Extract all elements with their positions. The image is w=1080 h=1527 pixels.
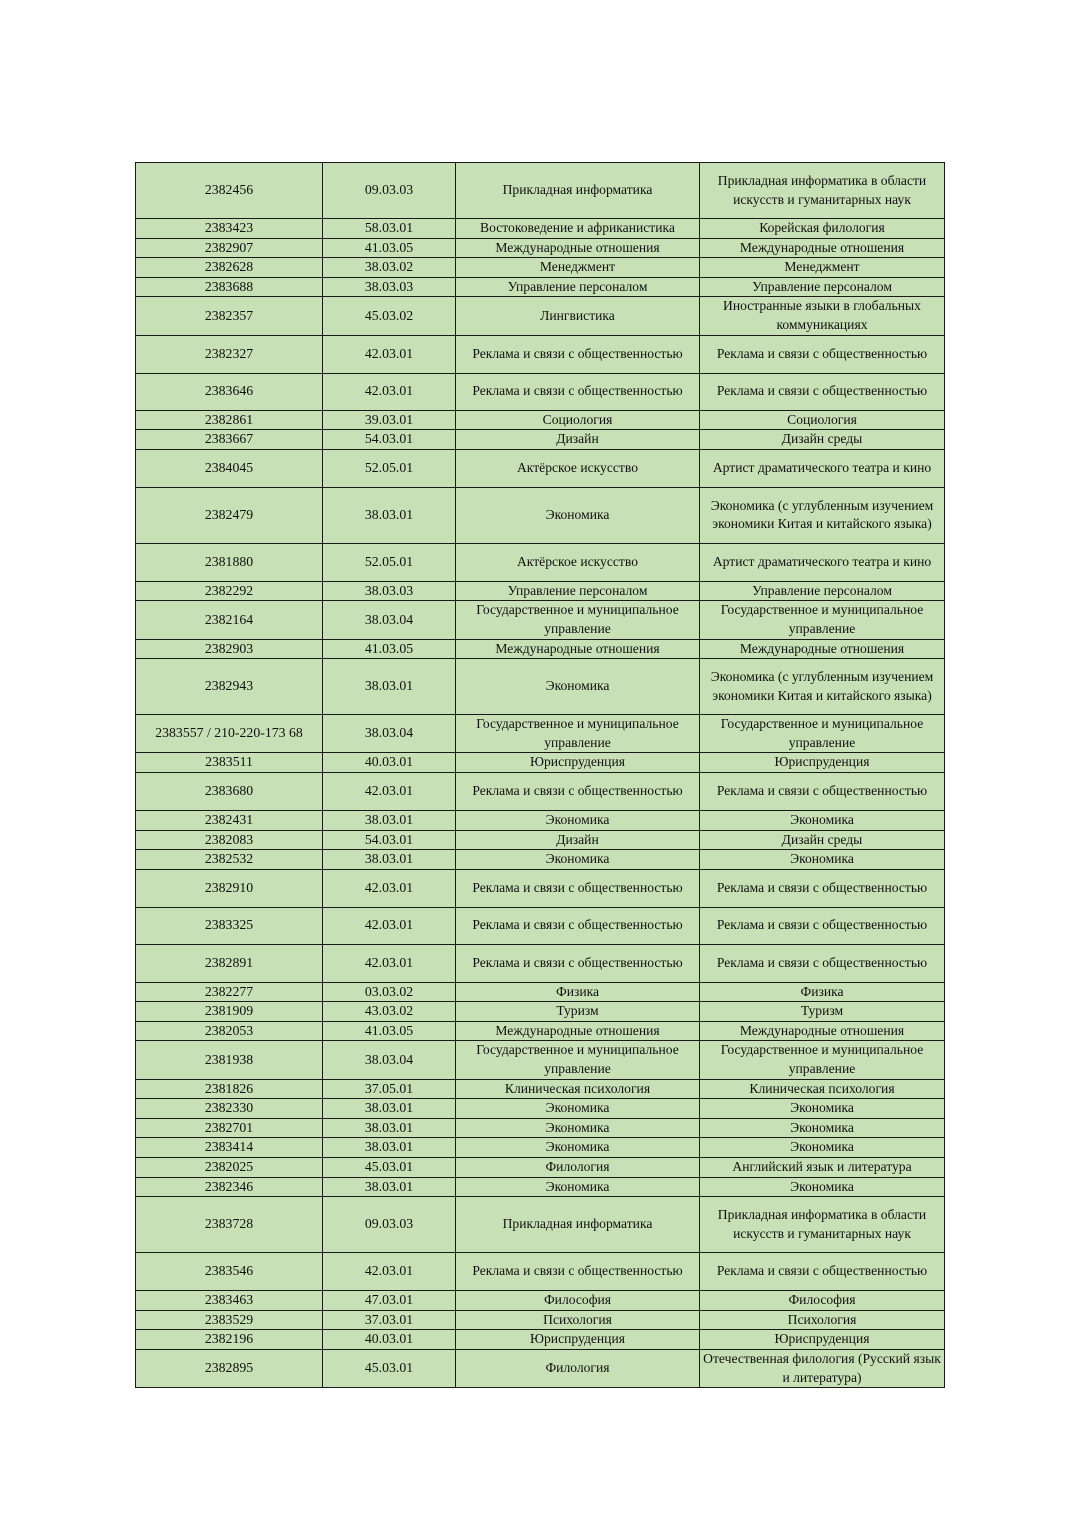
profile-cell: Корейская филология [700, 219, 945, 239]
program-code-cell: 38.03.01 [323, 810, 456, 830]
table-row [136, 1002, 945, 1022]
applicant-id-cell: 2382895 [136, 1350, 323, 1388]
applicant-id-cell: 2382701 [136, 1118, 323, 1138]
program-code-cell: 52.05.01 [323, 543, 456, 581]
applicant-id-cell: 2382330 [136, 1099, 323, 1119]
program-code-cell: 38.03.01 [323, 1099, 456, 1119]
direction-cell: Экономика [456, 487, 700, 543]
profile-cell: Философия [700, 1291, 945, 1311]
table-row [136, 944, 945, 982]
table-row [136, 1197, 945, 1253]
direction-cell: Лингвистика [456, 297, 700, 335]
direction-cell: Международные отношения [456, 238, 700, 258]
direction-cell: Актёрское искусство [456, 449, 700, 487]
applicant-id-cell: 2381938 [136, 1041, 323, 1079]
applicant-id-cell: 2382277 [136, 982, 323, 1002]
profile-cell: Международные отношения [700, 1021, 945, 1041]
table-row [136, 659, 945, 715]
applicant-id-cell: 2382196 [136, 1330, 323, 1350]
applicant-id-cell: 2383529 [136, 1310, 323, 1330]
program-code-cell: 39.03.01 [323, 410, 456, 430]
direction-cell: Филология [456, 1350, 700, 1388]
program-code-cell: 54.03.01 [323, 430, 456, 450]
applicant-id-cell: 2382292 [136, 581, 323, 601]
program-code-cell: 42.03.01 [323, 772, 456, 810]
table-row [136, 1177, 945, 1197]
profile-cell: Экономика [700, 1118, 945, 1138]
program-code-cell: 38.03.01 [323, 487, 456, 543]
direction-cell: Реклама и связи с общественностью [456, 1253, 700, 1291]
table-row [136, 543, 945, 581]
table-row [136, 430, 945, 450]
profile-cell: Менеджмент [700, 258, 945, 278]
applicant-id-cell: 2381909 [136, 1002, 323, 1022]
applicant-id-cell: 2382943 [136, 659, 323, 715]
program-code-cell: 42.03.01 [323, 944, 456, 982]
direction-cell: Социология [456, 410, 700, 430]
direction-cell: Реклама и связи с общественностью [456, 335, 700, 373]
direction-cell: Экономика [456, 810, 700, 830]
direction-cell: Реклама и связи с общественностью [456, 772, 700, 810]
program-code-cell: 42.03.01 [323, 907, 456, 944]
direction-cell: Международные отношения [456, 1021, 700, 1041]
profile-cell: Дизайн среды [700, 430, 945, 450]
applicant-id-cell: 2382025 [136, 1158, 323, 1178]
direction-cell: Философия [456, 1291, 700, 1311]
table-row [136, 238, 945, 258]
direction-cell: Экономика [456, 850, 700, 870]
applicant-id-cell: 2382479 [136, 487, 323, 543]
profile-cell: Экономика [700, 1177, 945, 1197]
program-code-cell: 38.03.04 [323, 601, 456, 639]
applicant-id-cell: 2382903 [136, 639, 323, 659]
table-row [136, 1099, 945, 1119]
profile-cell: Государственное и муниципальное управление [700, 1041, 945, 1079]
applicant-id-cell: 2383688 [136, 277, 323, 297]
profile-cell: Клиническая психология [700, 1079, 945, 1099]
direction-cell: Актёрское искусство [456, 543, 700, 581]
program-code-cell: 40.03.01 [323, 753, 456, 773]
applicant-id-cell: 2383463 [136, 1291, 323, 1311]
program-code-cell: 38.03.03 [323, 581, 456, 601]
direction-cell: Прикладная информатика [456, 1197, 700, 1253]
profile-cell: Международные отношения [700, 238, 945, 258]
applicant-id-cell: 2382456 [136, 163, 323, 219]
table-row [136, 1291, 945, 1311]
program-code-cell: 54.03.01 [323, 830, 456, 850]
applicant-id-cell: 2382628 [136, 258, 323, 278]
applicant-id-cell: 2382907 [136, 238, 323, 258]
table-row [136, 601, 945, 639]
table-row [136, 715, 945, 753]
table-row [136, 869, 945, 907]
profile-cell: Управление персоналом [700, 581, 945, 601]
profile-cell: Артист драматического театра и кино [700, 449, 945, 487]
program-code-cell: 38.03.04 [323, 715, 456, 753]
profile-cell: Социология [700, 410, 945, 430]
applicant-id-cell: 2383557 / 210-220-173 68 [136, 715, 323, 753]
applicant-id-cell: 2383646 [136, 373, 323, 410]
direction-cell: Физика [456, 982, 700, 1002]
program-code-cell: 42.03.01 [323, 869, 456, 907]
program-code-cell: 41.03.05 [323, 1021, 456, 1041]
profile-cell: Психология [700, 1310, 945, 1330]
table-row [136, 1138, 945, 1158]
applicant-id-cell: 2382053 [136, 1021, 323, 1041]
program-code-cell: 47.03.01 [323, 1291, 456, 1311]
direction-cell: Филология [456, 1158, 700, 1178]
applicant-id-cell: 2382327 [136, 335, 323, 373]
table-row [136, 810, 945, 830]
program-code-cell: 40.03.01 [323, 1330, 456, 1350]
profile-cell: Прикладная информатика в области искусств и гуманитарных наук [700, 163, 945, 219]
table-row [136, 335, 945, 373]
admissions-table [135, 162, 945, 1388]
profile-cell: Реклама и связи с общественностью [700, 772, 945, 810]
direction-cell: Экономика [456, 1138, 700, 1158]
applicant-id-cell: 2384045 [136, 449, 323, 487]
applicant-id-cell: 2382891 [136, 944, 323, 982]
profile-cell: Физика [700, 982, 945, 1002]
program-code-cell: 38.03.04 [323, 1041, 456, 1079]
profile-cell: Отечественная филология (Русский язык и литература) [700, 1350, 945, 1388]
direction-cell: Реклама и связи с общественностью [456, 373, 700, 410]
program-code-cell: 38.03.02 [323, 258, 456, 278]
program-code-cell: 42.03.01 [323, 373, 456, 410]
table-row [136, 982, 945, 1002]
direction-cell: Психология [456, 1310, 700, 1330]
applicant-id-cell: 2382164 [136, 601, 323, 639]
direction-cell: Экономика [456, 659, 700, 715]
table-row [136, 1041, 945, 1079]
program-code-cell: 41.03.05 [323, 238, 456, 258]
table-row [136, 1330, 945, 1350]
applicant-id-cell: 2382861 [136, 410, 323, 430]
table-row [136, 907, 945, 944]
table-row [136, 1079, 945, 1099]
program-code-cell: 45.03.01 [323, 1350, 456, 1388]
program-code-cell: 45.03.01 [323, 1158, 456, 1178]
direction-cell: Прикладная информатика [456, 163, 700, 219]
profile-cell: Реклама и связи с общественностью [700, 869, 945, 907]
table-row [136, 850, 945, 870]
direction-cell: Клиническая психология [456, 1079, 700, 1099]
table-row [136, 772, 945, 810]
direction-cell: Государственное и муниципальное управление [456, 601, 700, 639]
program-code-cell: 45.03.02 [323, 297, 456, 335]
profile-cell: Экономика [700, 1138, 945, 1158]
direction-cell: Экономика [456, 1177, 700, 1197]
direction-cell: Юриспруденция [456, 753, 700, 773]
table-row [136, 753, 945, 773]
applicant-id-cell: 2382532 [136, 850, 323, 870]
direction-cell: Менеджмент [456, 258, 700, 278]
profile-cell: Экономика (с углубленным изучением экономики Китая и китайского языка) [700, 659, 945, 715]
applicant-id-cell: 2382910 [136, 869, 323, 907]
direction-cell: Востоковедение и африканистика [456, 219, 700, 239]
table-row [136, 1350, 945, 1388]
direction-cell: Реклама и связи с общественностью [456, 944, 700, 982]
direction-cell: Государственное и муниципальное управление [456, 1041, 700, 1079]
program-code-cell: 38.03.03 [323, 277, 456, 297]
program-code-cell: 43.03.02 [323, 1002, 456, 1022]
direction-cell: Управление персоналом [456, 277, 700, 297]
program-code-cell: 38.03.01 [323, 850, 456, 870]
direction-cell: Реклама и связи с общественностью [456, 907, 700, 944]
applicant-id-cell: 2383728 [136, 1197, 323, 1253]
table-row [136, 1021, 945, 1041]
program-code-cell: 41.03.05 [323, 639, 456, 659]
direction-cell: Реклама и связи с общественностью [456, 869, 700, 907]
profile-cell: Управление персоналом [700, 277, 945, 297]
applicant-id-cell: 2381826 [136, 1079, 323, 1099]
profile-cell: Международные отношения [700, 639, 945, 659]
profile-cell: Юриспруденция [700, 753, 945, 773]
direction-cell: Дизайн [456, 430, 700, 450]
table-row [136, 219, 945, 239]
applicant-id-cell: 2383325 [136, 907, 323, 944]
profile-cell: Туризм [700, 1002, 945, 1022]
table-row [136, 639, 945, 659]
profile-cell: Государственное и муниципальное управление [700, 715, 945, 753]
program-code-cell: 38.03.01 [323, 1118, 456, 1138]
table-row [136, 1310, 945, 1330]
table-row [136, 373, 945, 410]
program-code-cell: 42.03.01 [323, 335, 456, 373]
table-row [136, 830, 945, 850]
program-code-cell: 03.03.02 [323, 982, 456, 1002]
table-row [136, 277, 945, 297]
program-code-cell: 42.03.01 [323, 1253, 456, 1291]
applicant-id-cell: 2381880 [136, 543, 323, 581]
profile-cell: Государственное и муниципальное управление [700, 601, 945, 639]
applicant-id-cell: 2383511 [136, 753, 323, 773]
table-body [136, 163, 945, 1388]
applicant-id-cell: 2382357 [136, 297, 323, 335]
direction-cell: Международные отношения [456, 639, 700, 659]
profile-cell: Реклама и связи с общественностью [700, 335, 945, 373]
applicant-id-cell: 2383546 [136, 1253, 323, 1291]
program-code-cell: 09.03.03 [323, 163, 456, 219]
profile-cell: Реклама и связи с общественностью [700, 907, 945, 944]
direction-cell: Экономика [456, 1118, 700, 1138]
applicant-id-cell: 2383680 [136, 772, 323, 810]
profile-cell: Реклама и связи с общественностью [700, 944, 945, 982]
profile-cell: Иностранные языки в глобальных коммуникациях [700, 297, 945, 335]
program-code-cell: 38.03.01 [323, 1177, 456, 1197]
profile-cell: Экономика [700, 850, 945, 870]
table-row [136, 1253, 945, 1291]
direction-cell: Дизайн [456, 830, 700, 850]
profile-cell: Реклама и связи с общественностью [700, 373, 945, 410]
profile-cell: Экономика (с углубленным изучением экономики Китая и китайского языка) [700, 487, 945, 543]
table-row [136, 297, 945, 335]
table-row [136, 163, 945, 219]
table-row [136, 1118, 945, 1138]
table-row [136, 410, 945, 430]
direction-cell: Экономика [456, 1099, 700, 1119]
profile-cell: Реклама и связи с общественностью [700, 1253, 945, 1291]
direction-cell: Туризм [456, 1002, 700, 1022]
applicant-id-cell: 2383667 [136, 430, 323, 450]
profile-cell: Юриспруденция [700, 1330, 945, 1350]
program-code-cell: 37.03.01 [323, 1310, 456, 1330]
profile-cell: Артист драматического театра и кино [700, 543, 945, 581]
table-row [136, 487, 945, 543]
applicant-id-cell: 2382346 [136, 1177, 323, 1197]
program-code-cell: 52.05.01 [323, 449, 456, 487]
program-code-cell: 37.05.01 [323, 1079, 456, 1099]
profile-cell: Прикладная информатика в области искусств и гуманитарных наук [700, 1197, 945, 1253]
applicant-id-cell: 2383414 [136, 1138, 323, 1158]
program-code-cell: 09.03.03 [323, 1197, 456, 1253]
direction-cell: Государственное и муниципальное управление [456, 715, 700, 753]
profile-cell: Дизайн среды [700, 830, 945, 850]
table-row [136, 1158, 945, 1178]
applicant-id-cell: 2383423 [136, 219, 323, 239]
applicant-id-cell: 2382431 [136, 810, 323, 830]
program-code-cell: 38.03.01 [323, 1138, 456, 1158]
table-row [136, 449, 945, 487]
table-row [136, 581, 945, 601]
direction-cell: Юриспруденция [456, 1330, 700, 1350]
applicant-id-cell: 2382083 [136, 830, 323, 850]
profile-cell: Экономика [700, 810, 945, 830]
program-code-cell: 38.03.01 [323, 659, 456, 715]
table-row [136, 258, 945, 278]
profile-cell: Английский язык и литература [700, 1158, 945, 1178]
direction-cell: Управление персоналом [456, 581, 700, 601]
profile-cell: Экономика [700, 1099, 945, 1119]
program-code-cell: 58.03.01 [323, 219, 456, 239]
